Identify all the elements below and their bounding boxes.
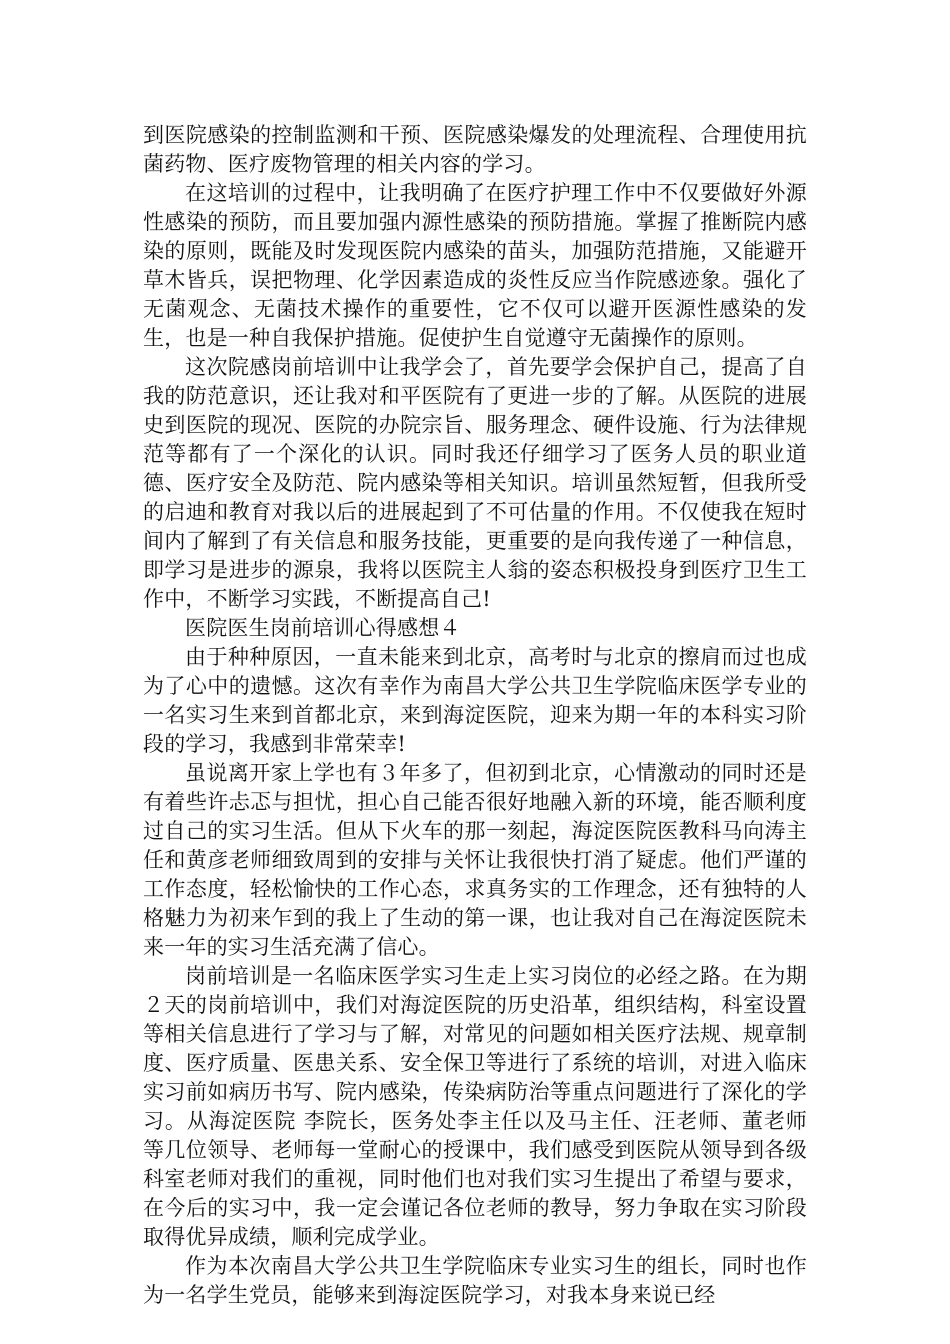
paragraph-pre-job-training: 岗前培训是一名临床医学实习生走上实习岗位的必经之路。在为期２天的岗前培训中，我们对海淀医院的历史沿革，组织结构，科室设置等相关信息进行了学习与了解，对常见的问题如相关医疗法规、规章制度、医疗质量、医患关系、安全保卫等进行了系统的培训，对进入临床实习前如病历书写、院内感染，传染病防治等重点问题进行了深化的学习。从海淀医院 李院长，医务处李主任以及马主任、汪老师、董老师等几位领导、老师每一堂耐心的授课中，我们感受到医院从领导到各级科室老师对我们的重视，同时他们也对我们实习生提出了希望与要求，在今后的实习中，我一定会谨记各位老师的教导，努力争取在实习阶段取得优异成绩，顺利完成学业。 xyxy=(143,964,807,1249)
paragraph-arrival-beijing: 由于种种原因，一直未能来到北京，高考时与北京的擦肩而过也成为了心中的遗憾。这次有幸作为南昌大学公共卫生学院临床医学专业的一名实习生来到首都北京，来到海淀医院，迎来为期一年的本科实习阶段的学习，我感到非常荣幸! xyxy=(143,645,807,756)
paragraph-group-leader: 作为本次南昌大学公共卫生学院临床专业实习生的组长，同时也作为一名学生党员，能够来到海淀医院学习，对我本身来说已经 xyxy=(143,1254,807,1307)
section-heading: 医院医生岗前培训心得感想４ xyxy=(185,616,461,640)
paragraph-infection-training: 这次院感岗前培训中让我学会了，首先要学会保护自己，提高了自我的防范意识，还让我对和平医院有了更进一步的了解。从医院的进展史到医院的现况、医院的办院宗旨、服务理念、硬件设施、行为法律规范等都有了一个深化的认识。同时我还仔细学习了医务人员的职业道德、医疗安全及防范、院内感染等相关知识。培训虽然短暂，但我所受的启迪和教育对我以后的进展起到了不可估量的作用。不仅使我在短时间内了解到了有关信息和服务技能，更重要的是向我传递了一种信息，即学习是进步的源泉，我将以医院主人翁的姿态积极投身到医疗卫生工作中，不断学习实践，不断提高自己! xyxy=(143,355,807,611)
paragraph-first-days: 虽说离开家上学也有３年多了，但初到北京，心情激动的同时还是有着些许忐忑与担忧，担心自己能否很好地融入新的环境，能否顺利度过自己的实习生活。但从下火车的那一刻起，海淀医院医教科马向涛主任和黄彦老师细致周到的安排与关怀让我很快打消了疑虑。他们严谨的工作态度，轻松愉快的工作心态，求真务实的工作理念，还有独特的人格魅力为初来乍到的我上了生动的第一课，也让我对自己在海淀医院未来一年的实习生活充满了信心。 xyxy=(143,761,807,959)
document-body xyxy=(143,121,807,1310)
paragraph-continued: 到医院感染的控制监测和干预、医院感染爆发的处理流程、合理使用抗菌药物、医疗废物管理的相关内容的学习。 xyxy=(143,123,807,176)
paragraph-training-process: 在这培训的过程中，让我明确了在医疗护理工作中不仅要做好外源性感染的预防，而且要加强内源性感染的预防措施。掌握了推断院内感染的原则，既能及时发现医院内感染的苗头，加强防范措施，又能避开草木皆兵，误把物理、化学因素造成的炎性反应当作院感迹象。强化了无菌观念、无菌技术操作的重要性，它不仅可以避开医源性感染的发生，也是一种自我保护措施。促使护生自觉遵守无菌操作的原则。 xyxy=(143,181,807,350)
